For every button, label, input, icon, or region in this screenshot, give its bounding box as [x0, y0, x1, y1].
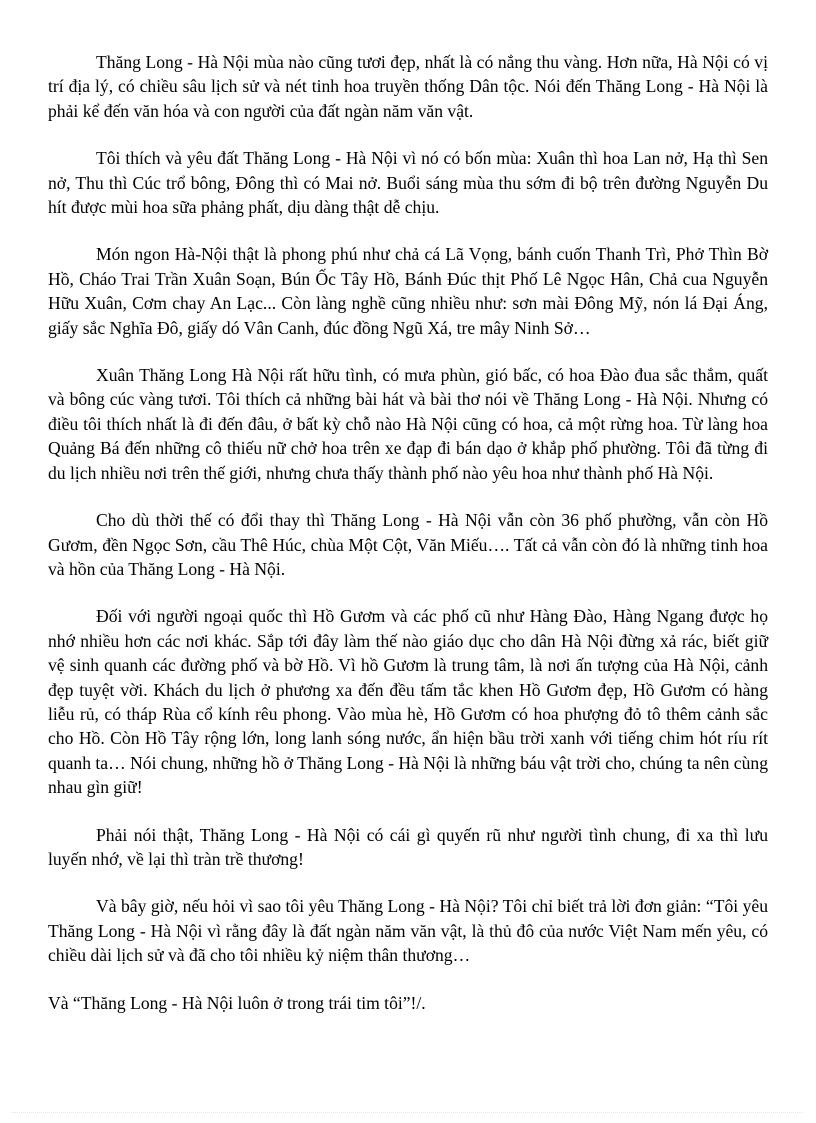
page-bottom-divider — [12, 1112, 804, 1113]
paragraph-1: Thăng Long - Hà Nội mùa nào cũng tươi đẹp, nhất là có nắng thu vàng. Hơn nữa, Hà Nội có vị trí địa lý, có chiều sâu lịch sử và nét tinh hoa truyền thống Dân tộc. Nói đến Thăng Long - Hà Nội là phải kể đến văn hóa và con người của đất ngàn năm văn vật. — [48, 52, 768, 121]
paragraph-2: Tôi thích và yêu đất Thăng Long - Hà Nội vì nó có bốn mùa: Xuân thì hoa Lan nở, Hạ thì Sen nở, Thu thì Cúc trổ bông, Đông thì có Mai nở. Buổi sáng mùa thu sớm đi bộ trên đường Nguyễn Du hít được mùi hoa sữa phảng phất, dịu dàng thật dễ chịu. — [48, 148, 768, 218]
document-page — [48, 50, 768, 1038]
paragraph-4: Xuân Thăng Long Hà Nội rất hữu tình, có mưa phùn, gió bấc, có hoa Đào đua sắc thắm, quất và bông cúc vàng tươi. Tôi thích cả những bài hát và bài thơ nói về Thăng Long - Hà Nội. Nhưng có điều tôi thích nhất là đi đến đâu, ở bất kỳ chỗ nào Hà Nội cũng có hoa, cả một rừng hoa. Từ làng hoa Quảng Bá đến những cô thiếu nữ chở hoa trên xe đạp đi bán dạo ở khắp phố phường. Tôi đã từng đi du lịch nhiều nơi trên thế giới, nhưng chưa thấy thành phố nào yêu hoa như thành phố Hà Nội. — [48, 365, 768, 483]
paragraph-5: Cho dù thời thế có đổi thay thì Thăng Long - Hà Nội vẫn còn 36 phố phường, vẫn còn Hồ Gươm, đền Ngọc Sơn, cầu Thê Húc, chùa Một Cột, Văn Miếu…. Tất cả vẫn còn đó là những tinh hoa và hồn của Thăng Long - Hà Nội. — [48, 510, 768, 579]
paragraph-7: Phải nói thật, Thăng Long - Hà Nội có cái gì quyến rũ như người tình chung, đi xa thì lưu luyến nhớ, về lại thì tràn trề thương! — [48, 824, 768, 869]
paragraph-6: Đối với người ngoại quốc thì Hồ Gươm và các phố cũ như Hàng Đào, Hàng Ngang được họ nhớ nhiều hơn các nơi khác. Sắp tới đây làm thế nào giáo dục cho dân Hà Nội đừng xả rác, biết giữ vệ sinh quanh các đường phố và bờ Hồ. Vì hồ Gươm là trung tâm, là nơi ấn tượng của Hà Nội, cảnh đẹp tuyệt vời. Khách du lịch ở phương xa đến đều tấm tắc khen Hồ Gươm đẹp, Hồ Gươm có hàng liễu rủ, có tháp Rùa cổ kính rêu phong. Vào mùa hè, Hồ Gươm có hoa phượng đỏ tô thêm cảnh sắc cho Hồ. Còn Hồ Tây rộng lớn, long lanh sóng nước, ẩn hiện bầu trời xanh với tiếng chim hót ríu rít quanh ta… Nói chung, những hồ ở Thăng Long - Hà Nội là những báu vật trời cho, chúng ta nên cùng nhau gìn giữ! — [48, 606, 768, 798]
paragraph-3: Món ngon Hà-Nội thật là phong phú như chả cá Lã Vọng, bánh cuốn Thanh Trì, Phở Thìn Bờ Hồ, Cháo Trai Trần Xuân Soạn, Bún Ốc Tây Hồ, Bánh Đúc thịt Phố Lê Ngọc Hân, Chả cua Nguyễn Hữu Xuân, Cơm chay An Lạc... Còn làng nghề cũng nhiều như: sơn mài Đông Mỹ, nón lá Đại Áng, giấy sắc Nghĩa Đô, giấy dó Vân Canh, đúc đồng Ngũ Xá, tre mây Ninh Sở… — [48, 244, 768, 338]
paragraph-8: Và bây giờ, nếu hỏi vì sao tôi yêu Thăng Long - Hà Nội? Tôi chỉ biết trả lời đơn giản: “Tôi yêu Thăng Long - Hà Nội vì rằng đây là đất ngàn năm văn vật, là thủ đô của nước Việt Nam mến yêu, có chiều dài lịch sử và đã cho tôi nhiều kỷ niệm thân thương… — [48, 896, 768, 966]
closing-line: Và “Thăng Long - Hà Nội luôn ở trong trái tim tôi”!/. — [48, 992, 426, 1013]
